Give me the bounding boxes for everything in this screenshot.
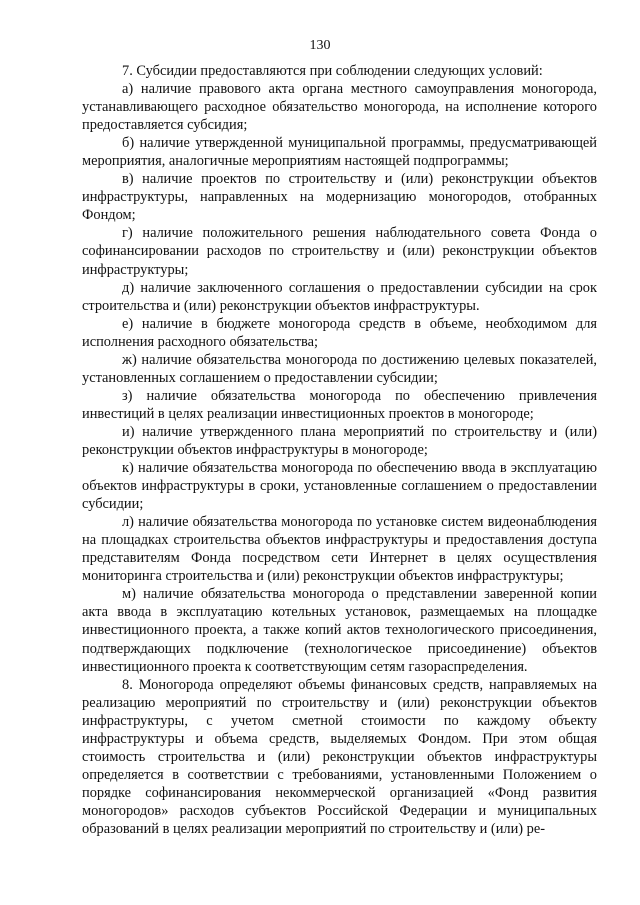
paragraph-7zh: ж) наличие обязательства моногорода по достижению целевых показателей, установленных соглашением о предоставлении субсидии; [82, 351, 597, 386]
document-body [82, 62, 597, 838]
paragraph-7k: к) наличие обязательства моногорода по обеспечению ввода в эксплуатацию объектов инфраструктуры в сроки, установленные соглашением о предоставлении субсидии; [82, 460, 597, 513]
paragraph-8: 8. Моногорода определяют объемы финансовых средств, направляемых на реализацию мероприятий по строительству и (или) реконструкции объектов инфраструктуры, с учетом сметной стоимости по каждому объекту инфраструктуры и объема средств, выделяемых Фондом. При этом общая стоимость строительства и (или) реконструкции объектов инфраструктуры определяется в соответствии с требованиями, установленными Положением о порядке софинансирования некоммерческой организацией «Фонд развития моногородов» расходов субъектов Российской Федерации и муниципальных образований в целях реализации мероприятий по строительству и (или) ре- [82, 676, 597, 837]
paragraph-7z: з) наличие обязательства моногорода по обеспечению привлечения инвестиций в целях реализации инвестиционных проектов в моногороде; [82, 387, 597, 422]
paragraph-7a: а) наличие правового акта органа местного самоуправления моногорода, устанавливающего расходное обязательство моногорода, на исполнение которого предоставляется субсидия; [82, 81, 597, 134]
paragraph-7i: и) наличие утвержденного плана мероприятий по строительству и (или) реконструкции объектов инфраструктуры в моногороде; [82, 423, 597, 458]
paragraph-7e: е) наличие в бюджете моногорода средств в объеме, необходимом для исполнения расходного обязательства; [82, 315, 597, 350]
paragraph-7v: в) наличие проектов по строительству и (или) реконструкции объектов инфраструктуры, направленных на модернизацию моногородов, отобранных Фондом; [82, 171, 597, 224]
paragraph-7g: г) наличие положительного решения наблюдательного совета Фонда о софинансировании расходов по строительству и (или) реконструкции объектов инфраструктуры; [82, 225, 597, 278]
paragraph-7l: л) наличие обязательства моногорода по установке систем видеонаблюдения на площадках строительства объектов инфраструктуры и предоставления доступа представителям Фонда посредством сети Интернет в целях осуществления мониторинга строительства и (или) реконструкции объектов инфраструктуры; [82, 514, 597, 585]
paragraph-7b: б) наличие утвержденной муниципальной программы, предусматривающей мероприятия, аналогичные мероприятиям настоящей подпрограммы; [82, 135, 597, 170]
paragraph-7m: м) наличие обязательства моногорода о представлении заверенной копии акта ввода в эксплуатацию котельных установок, размещаемых на площадке инвестиционного проекта, а также копий актов технологического присоединения, подтверждающих подключение (технологическое присоединение) объектов инвестиционного проекта к соответствующим сетям газораспределения. [82, 586, 597, 675]
paragraph-7: 7. Субсидии предоставляются при соблюдении следующих условий: [122, 63, 543, 79]
paragraph-7d: д) наличие заключенного соглашения о предоставлении субсидии на срок строительства и (или) реконструкции объектов инфраструктуры. [82, 279, 597, 314]
page-number: 130 [309, 38, 331, 53]
